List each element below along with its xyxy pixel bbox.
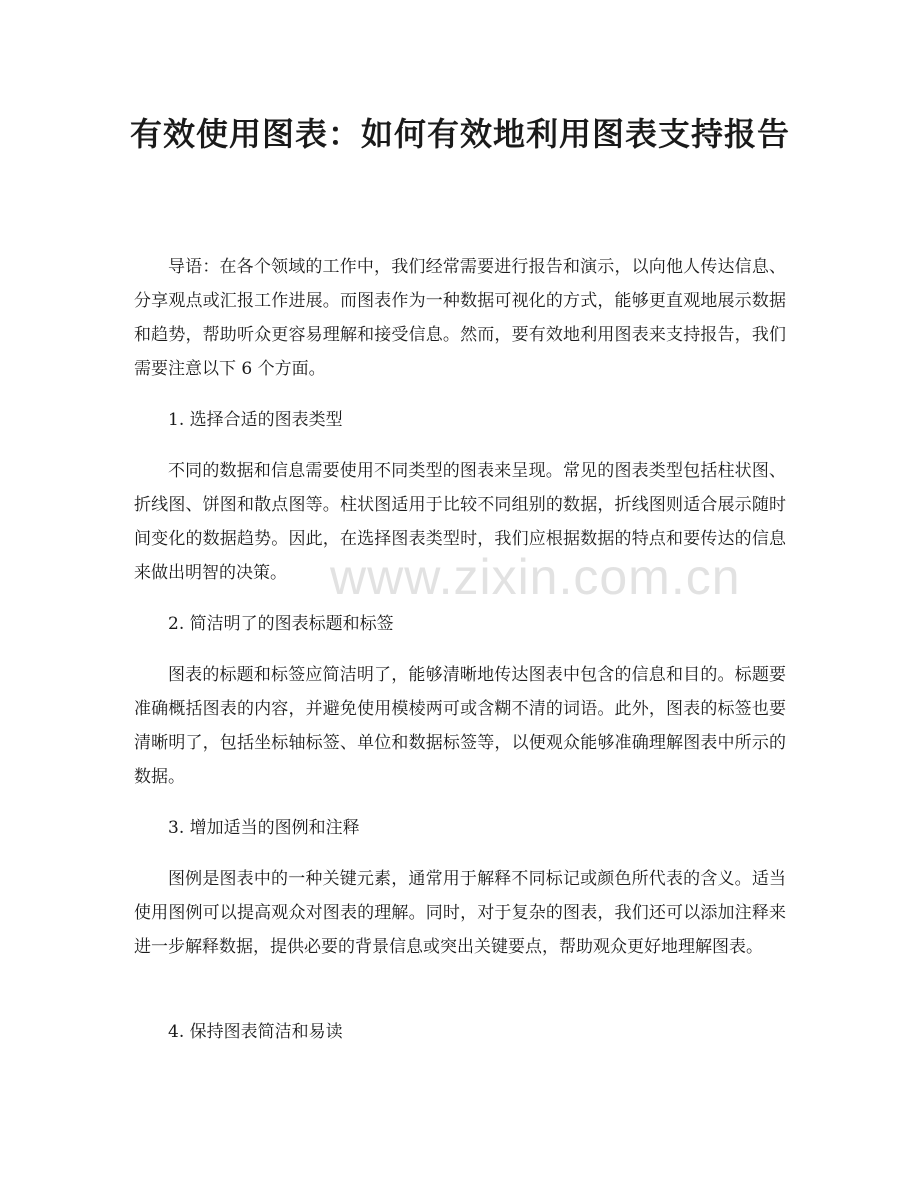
- section-heading-2: 2. 简洁明了的图表标题和标签: [168, 614, 394, 634]
- section-body-2: 图表的标题和标签应简洁明了，能够清晰地传达图表中包含的信息和目的。标题要准确概括图表的内容，并避免使用模棱两可或含糊不清的词语。此外，图表的标签也要清晰明了，包括坐标轴标签、单位和数据标签等，以便观众能够准确理解图表中所示的数据。: [134, 665, 786, 787]
- section-body-3: 图例是图表中的一种关键元素，通常用于解释不同标记或颜色所代表的含义。适当使用图例可以提高观众对图表的理解。同时，对于复杂的图表，我们还可以添加注释来进一步解释数据，提供必要的背景信息或突出关键要点，帮助观众更好地理解图表。: [134, 869, 786, 957]
- section-heading-1: 1. 选择合适的图表类型: [168, 410, 343, 430]
- intro-paragraph: 导语：在各个领域的工作中，我们经常需要进行报告和演示，以向他人传达信息、分享观点或汇报工作进展。而图表作为一种数据可视化的方式，能够更直观地展示数据和趋势，帮助听众更容易理解和接受信息。然而，要有效地利用图表来支持报告，我们需要注意以下 6 个方面。: [134, 257, 786, 379]
- section-heading-4: 4. 保持图表简洁和易读: [168, 1022, 343, 1042]
- document-title: 有效使用图表：如何有效地利用图表支持报告: [129, 115, 790, 153]
- section-heading-3: 3. 增加适当的图例和注释: [168, 818, 360, 838]
- watermark: www.zixin.com.cn: [330, 549, 741, 605]
- section-body-1: 不同的数据和信息需要使用不同类型的图表来呈现。常见的图表类型包括柱状图、折线图、饼图和散点图等。柱状图适用于比较不同组别的数据，折线图则适合展示随时间变化的数据趋势。因此，在选择图表类型时，我们应根据数据的特点和要传达的信息来做出明智的决策。: [134, 461, 786, 583]
